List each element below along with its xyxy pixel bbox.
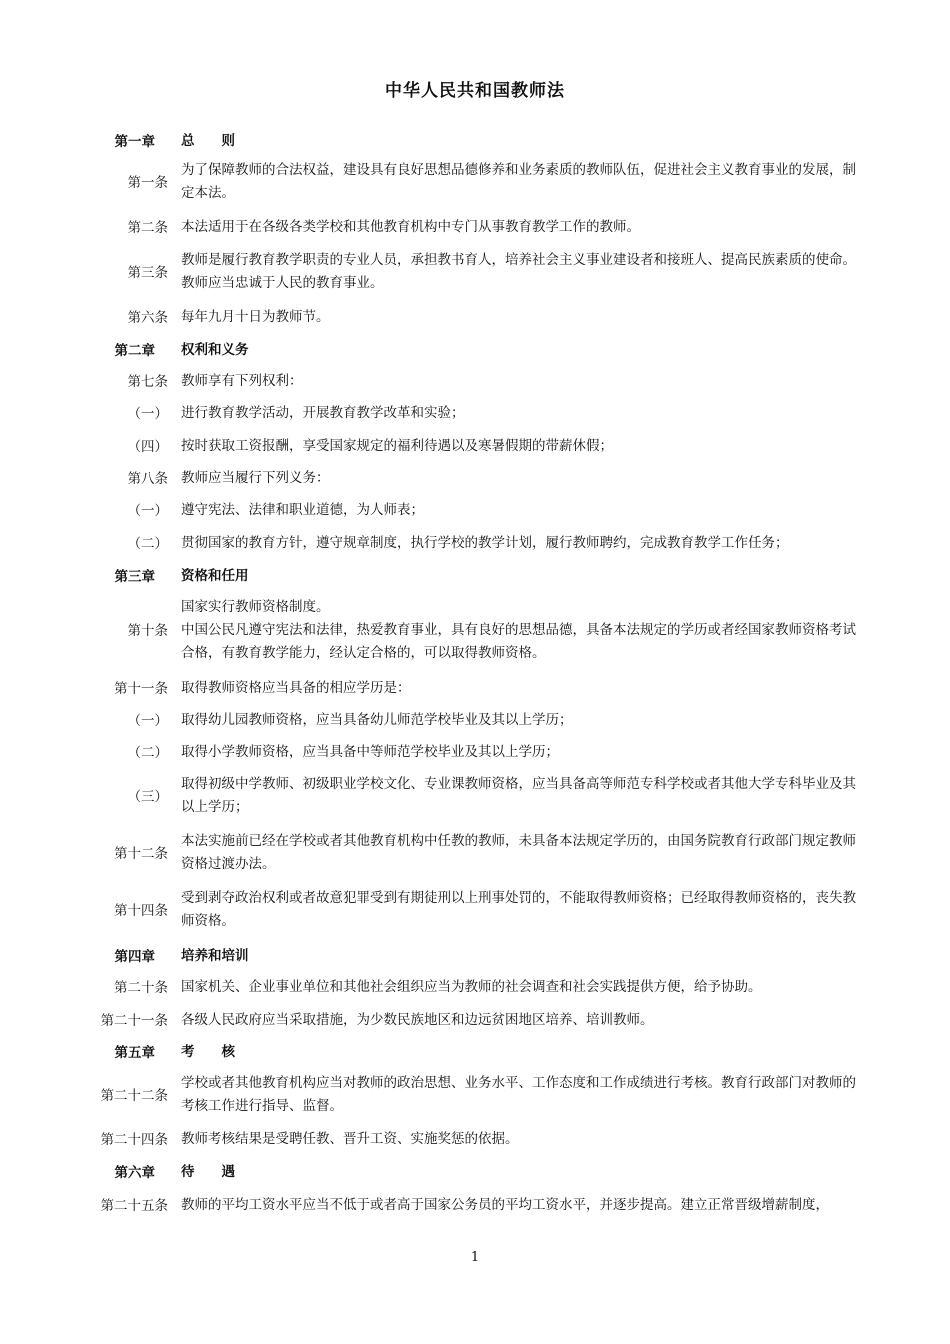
article-text: 学校或者其他教育机构应当对教师的政治思想、业务水平、工作态度和工作成绩进行考核。教育行政部门对教师的考核工作进行指导、监督。	[181, 1075, 856, 1114]
article-label: 第三条	[127, 265, 168, 281]
chapter-label: 第一章	[114, 134, 155, 150]
sub-item-text: 按时获取工资报酬，享受国家规定的福利待遇以及寒暑假期的带薪休假；	[181, 438, 613, 454]
article-label: 第二十四条	[100, 1132, 168, 1148]
chapter-label: 第四章	[114, 949, 155, 965]
article-label: 第八条	[127, 471, 168, 487]
article-text: 教师享有下列权利：	[181, 373, 303, 389]
chapter-title: 资格和任用	[181, 568, 249, 584]
article-text: 国家实行教师资格制度。 中国公民凡遵守宪法和法律，热爱教育事业，具有良好的思想品德，具备本法规定的学历或者经国家教师资格考试合格，有教育教学能力，经认定合格的，可以取得教师资格。	[181, 599, 856, 661]
chapter-label: 第三章	[114, 569, 155, 585]
chapter-title: 总 则	[181, 133, 235, 149]
article-label: 第十一条	[114, 681, 168, 697]
article-label: 第二十条	[114, 980, 168, 996]
article-text: 教师的平均工资水平应当不低于或者高于国家公务员的平均工资水平，并逐步提高。建立正常晋级增薪制度，	[181, 1197, 829, 1213]
article-text: 每年九月十日为教师节。	[181, 309, 330, 325]
article-text: 教师是履行教育教学职责的专业人员，承担教书育人，培养社会主义事业建设者和接班人、提高民族素质的使命。教师应当忠诚于人民的教育事业。	[181, 252, 856, 291]
sub-item-text: 取得小学教师资格，应当具备中等师范学校毕业及其以上学历；	[181, 744, 559, 760]
article-text: 教师考核结果是受聘任教、晋升工资、实施奖惩的依据。	[181, 1131, 519, 1147]
article-label: 第一条	[127, 175, 168, 191]
article-text: 取得教师资格应当具备的相应学历是：	[181, 680, 411, 696]
article-label: 第十四条	[114, 903, 168, 919]
article-text: 受到剥夺政治权利或者故意犯罪受到有期徒刑以上刑事处罚的，不能取得教师资格；已经取得教师资格的，丧失教师资格。	[181, 890, 856, 929]
article-label: 第二条	[127, 220, 168, 236]
article-label: 第六条	[127, 310, 168, 326]
sub-item-text: 遵守宪法、法律和职业道德，为人师表；	[181, 502, 424, 518]
article-text: 各级人民政府应当采取措施，为少数民族地区和边远贫困地区培养、培训教师。	[181, 1012, 654, 1028]
article-label: 第七条	[127, 374, 168, 390]
article-text: 本法适用于在各级各类学校和其他教育机构中专门从事教育教学工作的教师。	[181, 219, 640, 235]
article-label: 第二十二条	[100, 1088, 168, 1104]
article-text: 本法实施前已经在学校或者其他教育机构中任教的教师，未具备本法规定学历的，由国务院教育行政部门规定教师资格过渡办法。	[181, 833, 856, 872]
sub-item-label: （一）	[127, 503, 168, 519]
sub-item-text: 进行教育教学活动，开展教育教学改革和实验；	[181, 405, 465, 421]
sub-item-label: （三）	[127, 789, 168, 805]
sub-item-text: 贯彻国家的教育方针，遵守规章制度，执行学校的教学计划，履行教师聘约，完成教育教学工作任务；	[181, 535, 789, 551]
article-text: 教师应当履行下列义务：	[181, 470, 330, 486]
article-label: 第十二条	[114, 846, 168, 862]
article-label: 第十条	[127, 623, 168, 639]
article-label: 第二十五条	[100, 1198, 168, 1214]
sub-item-label: （一）	[127, 406, 168, 422]
chapter-title: 权利和义务	[181, 342, 249, 358]
sub-item-text: 取得初级中学教师、初级职业学校文化、专业课教师资格，应当具备高等师范专科学校或者其他大学专科毕业及其以上学历；	[181, 776, 856, 815]
article-text: 国家机关、企业事业单位和其他社会组织应当为教师的社会调查和社会实践提供方便，给予协助。	[181, 979, 762, 995]
sub-item-label: （二）	[127, 536, 168, 552]
chapter-title: 考 核	[181, 1044, 235, 1060]
article-text: 为了保障教师的合法权益，建设具有良好思想品德修养和业务素质的教师队伍，促进社会主义教育事业的发展，制定本法。	[181, 162, 856, 201]
chapter-title: 培养和培训	[181, 948, 249, 964]
article-label: 第二十一条	[100, 1013, 168, 1029]
document-title: 中华人民共和国教师法	[385, 81, 565, 101]
chapter-label: 第五章	[114, 1045, 155, 1061]
sub-item-text: 取得幼儿园教师资格，应当具备幼儿师范学校毕业及其以上学历；	[181, 712, 573, 728]
sub-item-label: （四）	[127, 439, 168, 455]
sub-item-label: （一）	[127, 713, 168, 729]
chapter-title: 待 遇	[181, 1164, 235, 1180]
chapter-label: 第六章	[114, 1165, 155, 1181]
page-number: 1	[470, 1250, 480, 1265]
chapter-label: 第二章	[114, 343, 155, 359]
sub-item-label: （二）	[127, 745, 168, 761]
